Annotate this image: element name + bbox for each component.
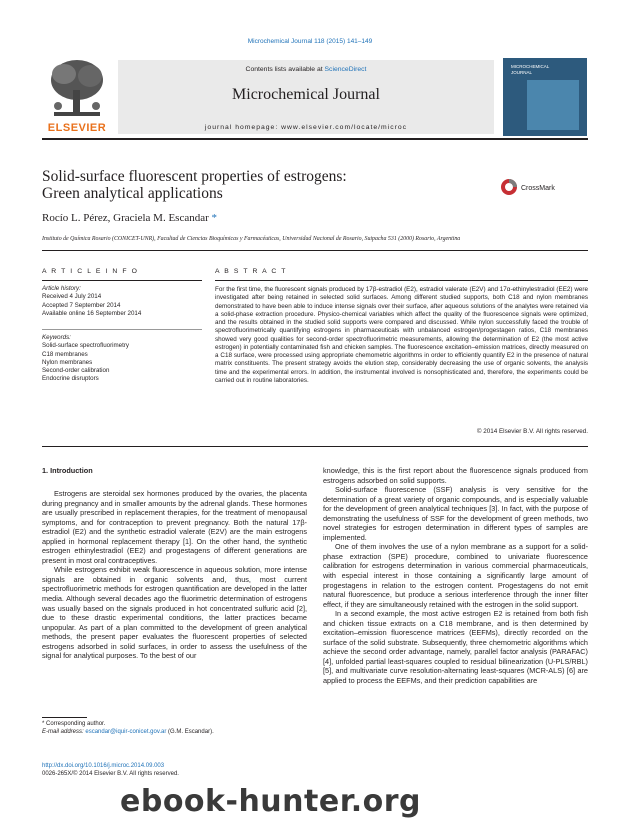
- author-names: Rocío L. Pérez, Graciela M. Escandar: [42, 212, 209, 224]
- footnote: [42, 720, 214, 736]
- journal-reference[interactable]: Microchemical Journal 118 (2015) 141–149: [247, 38, 373, 45]
- article-title-line2: Green analytical applications: [42, 185, 223, 202]
- keyword-item: Second-order calibration: [42, 367, 110, 375]
- article-history: [42, 285, 141, 318]
- body-column-left: [42, 489, 307, 661]
- issn-line: 0026-265X/© 2014 Elsevier B.V. All rights reserved.: [42, 771, 179, 777]
- doi-link[interactable]: http://dx.doi.org/10.1016/j.microc.2014.09.003: [42, 763, 165, 769]
- doi-block: [42, 762, 179, 778]
- keyword-item: Endocrine disruptors: [42, 375, 99, 383]
- body-column-right: [323, 466, 588, 686]
- body-paragraph: One of them involves the use of a nylon membrane as a support for a solid-phase extraction (SPE) procedure, combined to univariate fluorescence calibration for estrogens determination in various commercial pharmaceuticals, with especial interest in those containing a significantly large amount of progestagens in relation to the estrogen content. Progestagens do not emit natural fluorescence, but produce a serious interference through the inner filter effect, if they are simultaneously retained with the estrogen in the solid support.: [323, 542, 588, 609]
- keyword-item: Solid-surface spectrofluorimetry: [42, 342, 129, 350]
- body-paragraph: While estrogens exhibit weak fluorescence in aqueous solution, more intense signals are obtained in organic solvents and, thus, most current spectrofluorimetric methods for estrogen quantification are developed in the latter media. Although several decades ago the fluorimetric determination of estrogens was usually based on the signals produced in hot concentrated sulfuric acid [2], due to these drastic experimental conditions, the latter practices became unpopular. As part of a plan committed to the development of green analytical methods, the present paper evaluates the fluorescent properties of selected estrogens adsorbed in solid surfaces, in order to assess the usefulness of the signal for analytical purposes. To the best of our: [42, 565, 307, 661]
- article-info-heading: A R T I C L E I N F O: [42, 268, 139, 275]
- abstract-copyright: © 2014 Elsevier B.V. All rights reserved.: [476, 428, 588, 435]
- journal-title: Microchemical Journal: [232, 86, 380, 103]
- body-paragraph: knowledge, this is the first report about the fluorescence signals produced from estrogens adsorbed on solid supports.: [323, 466, 588, 485]
- email-link[interactable]: escandar@iquir-conicet.gov.ar: [85, 729, 167, 735]
- keyword-item: C18 membranes: [42, 350, 88, 358]
- keyword-item: Nylon membranes: [42, 358, 93, 366]
- contents-line: [118, 66, 494, 73]
- abstract-rule: [215, 280, 588, 281]
- body-paragraph: Estrogens are steroidal sex hormones produced by the ovaries, the placenta during pregnancy and in smaller amounts by the adrenal glands. These hormones are usually prescribed in replacement therapies, for the treatment of menopausal symptoms, and for contraception to prevent pregnancy. Both the natural 17β-estradiol (E2) and the synthetic estradiol valerate (E2V) are the main estrogens applied in hormonal replacement therapy [1]. On the other hand, the synthetic estrogen ethinylestradiol (EE2) and progestagens of different generations are present in most oral contraceptives.: [42, 489, 307, 565]
- history-received: Received 4 July 2014: [42, 293, 102, 301]
- keywords-rule: [42, 329, 202, 330]
- sciencedirect-link[interactable]: ScienceDirect: [324, 66, 367, 73]
- journal-homepage[interactable]: journal homepage: www.elsevier.com/locate/microc: [204, 124, 408, 131]
- corresponding-author-note: * Corresponding author.: [42, 721, 106, 727]
- header-rule: [42, 138, 588, 140]
- cover-title: [511, 64, 549, 76]
- article-title-line1: Solid-surface fluorescent properties of estrogens:: [42, 168, 347, 185]
- abstract-text: For the first time, the fluorescent signals produced by 17β-estradiol (E2), estradiol valerate (E2V) and 17α-ethinylestradiol (EE2) were investigated after being retained in selected solid surfaces. Among different studied supports, both C18 and nylon membranes demonstrated to have been able to induce intense signals over their surface, after aqueous solutions of the analytes were retained via a solid-phase extraction procedure. Physico-chemical variables which affect the quality of the fluorescence signals were optimized, and the results obtained in the studied solid supports were compared and discussed. While nylon successfully faced the trouble of spectrofluorimetrically quantifying estrogens in pharmaceuticals with unbalanced estrogen/progestagen ratios, C18 membranes showed very good qualities for second-order spectrofluorimetric measurements, allowing the determination of E2 (the most active estrogen) in potentially contaminated fish and chicken samples. The fluorescence excitation–emission matrices, directly measured on a C18 surface, were processed using appropriate chemometric algorithms in order to efficiently quantify E2 in the presence of natural matrix constituents. The present strategy avoids the elution step, considerably decreasing the use of organic solvents, the analysis time and the experimental errors. In addition, the instrumental involved is nonsophisticated and, therefore, the experiments could be carried out in routine laboratories.: [215, 286, 588, 384]
- cover-title-line2: JOURNAL: [511, 70, 533, 75]
- keywords-label: Keywords:: [42, 334, 71, 341]
- publisher-wordmark: ELSEVIER: [47, 122, 107, 134]
- body-rule: [42, 446, 588, 447]
- history-online: Available online 16 September 2014: [42, 309, 142, 317]
- section-heading-introduction: 1. Introduction: [42, 466, 93, 475]
- keywords: [42, 334, 129, 384]
- crossmark-label: CrossMark: [521, 185, 555, 192]
- abstract-heading: A B S T R A C T: [215, 268, 287, 275]
- cover-image: [527, 80, 579, 130]
- article-title: [42, 168, 472, 202]
- history-label: Article history:: [42, 285, 81, 292]
- body-paragraph: Solid-surface fluorescence (SSF) analysis is very sensitive for the determination of a great variety of organic compounds, and is especially valuable for the development of green analytical techniques [3]. In fact, with the purpose of demonstrating the usefulness of SSF for the development of green methods, two novel strategies for estrogen determination in different types of samples are implemented.: [323, 485, 588, 542]
- email-suffix: (G.M. Escandar).: [166, 729, 214, 735]
- watermark: ebook-hunter.org: [120, 784, 421, 819]
- corresponding-author-mark[interactable]: *: [211, 212, 218, 224]
- email-label: E-mail address:: [42, 729, 86, 735]
- footnote-rule: [42, 717, 87, 718]
- crossmark-badge[interactable]: [500, 177, 590, 201]
- affiliation: Instituto de Química Rosario (CONICET-UNR), Facultad de Ciencias Bioquímicas y Farmacéuticas, Universidad Nacional de Rosario, Suipacha 531 (2000) Rosario, Argentina: [42, 236, 461, 242]
- journal-cover-thumbnail: [503, 58, 587, 136]
- authors: [42, 212, 217, 224]
- history-accepted: Accepted 7 September 2014: [42, 301, 121, 309]
- body-paragraph: In a second example, the most active estrogen E2 is retained from both fish and chicken tissue extracts on a C18 membrane, and is then determined by excitation–emission fluorescence matrices (EEFMs), directly recorded on the surface of the solid substrate. Subsequently, three chemometric algorithms which achieve the second order advantage, namely, parallel factor analysis (PARAFAC) [4], unfolded partial least-squares coupled to residual bilinearization (U-PLS/RBL) [5], and multivariate curve resolution-alternating least-squares (MCR-ALS) [6] are applied to process the EEFMs, and their prediction capabilities are: [323, 609, 588, 686]
- affiliation-rule: [42, 250, 588, 251]
- article-info-rule: [42, 280, 202, 281]
- contents-prefix: Contents lists available at: [245, 66, 325, 73]
- cover-title-line1: MICROCHEMICAL: [511, 64, 550, 69]
